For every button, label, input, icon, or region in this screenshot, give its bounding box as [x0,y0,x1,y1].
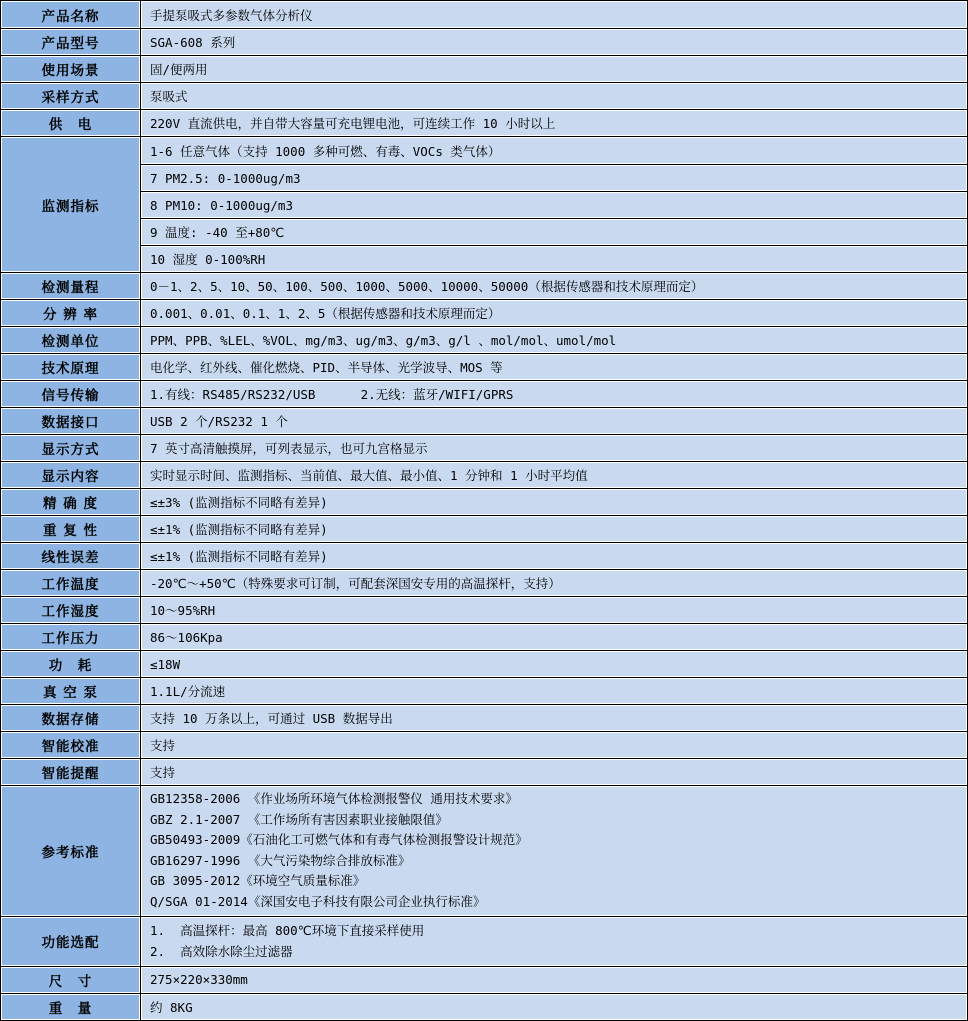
row-value-repeatability [141,516,967,542]
row-value-display-content [141,462,967,488]
cell-text: 10～95%RH [150,603,216,618]
row-value-data-interface [141,408,967,434]
table-row [1,326,967,353]
cell-text: 固/便两用 [150,62,208,77]
cell-text: SGA-608 系列 [150,35,236,50]
row-subvalue-cell [141,164,967,191]
row-header-usage-scene: 使用场景 [1,56,141,82]
cell-text: 7 英寸高清触摸屏，可列表显示，也可九宫格显示 [150,441,428,456]
table-row [1,623,967,650]
row-value-reference-standards [141,786,967,916]
cell-text: 实时显示时间、监测指标、当前值、最大值、最小值、1 分钟和 1 小时平均值 [150,468,588,483]
row-header-product-name: 产品名称 [1,1,141,28]
standard-line: GB12358-2006 《作业场所环境气体检测报警仪 通用技术要求》 [150,791,518,806]
table-row [1,272,967,299]
row-header-working-temperature: 工作温度 [1,570,141,596]
cell-text: 手提泵吸式多参数气体分析仪 [150,7,313,23]
table-row [1,461,967,488]
row-value-product-name [141,1,967,28]
row-header-optional-features: 功能选配 [1,917,141,966]
table-row-monitoring-indicators [1,136,967,272]
row-value-vacuum-pump [141,678,967,704]
row-header-reference-standards: 参考标准 [1,786,141,916]
cell-text: 支持 [150,765,176,780]
row-value-model [141,29,967,55]
cell-text: -20℃～+50℃（特殊要求可订制，可配套深国安专用的高温探杆，支持） [150,576,561,591]
row-header-smart-calibration: 智能校准 [1,732,141,758]
table-row [1,596,967,623]
table-row [1,569,967,596]
row-value-working-pressure [141,624,967,650]
row-header-detection-range: 检测量程 [1,273,141,299]
row-value-power-consumption [141,651,967,677]
row-header-power-supply: 供 电 [1,110,141,136]
row-header-repeatability: 重 复 性 [1,516,141,542]
cell-text: 86～106Kpa [150,630,223,645]
table-row [1,407,967,434]
row-value-detection-range [141,273,967,299]
row-header-technical-principle: 技术原理 [1,354,141,380]
standard-line: GB16297-1996 《大气污染物综合排放标准》 [150,852,411,868]
row-value-data-storage [141,705,967,731]
row-value-detection-unit [141,327,967,353]
standard-line: GB 3095-2012《环境空气质量标准》 [150,873,366,889]
cell-text: 275×220×330mm [150,972,248,988]
option-line: 2. 高效除水除尘过滤器 [150,944,293,960]
table-row [1,542,967,569]
cell-text: 7 PM2.5: 0-1000ug/m3 [150,170,301,186]
row-header-working-humidity: 工作湿度 [1,597,141,623]
table-row [1,55,967,82]
option-line: 1. 高温探杆：最高 800℃环境下直接采样使用 [150,922,425,938]
table-row [1,488,967,515]
table-row [1,109,967,136]
row-subvalue-cell [141,218,967,245]
row-value-accuracy [141,489,967,515]
table-row [1,731,967,758]
table-row-optional-features [1,916,967,966]
row-header-working-pressure: 工作压力 [1,624,141,650]
row-value-optional-features [141,917,967,966]
cell-text: 220V 直流供电，并自带大容量可充电锂电池，可连续工作 10 小时以上 [150,116,556,131]
row-header-monitoring-indicators: 监测指标 [1,137,141,272]
table-row [1,993,967,1020]
table-row [1,758,967,785]
table-row [1,299,967,326]
standard-line: Q/SGA 01-2014《深国安电子科技有限公司企业执行标准》 [150,893,486,909]
cell-text: USB 2 个/RS232 1 个 [150,414,288,429]
standard-line: GB50493-2009《石油化工可燃气体和有毒气体检测报警设计规范》 [150,832,528,848]
row-value-working-temperature [141,570,967,596]
row-header-dimensions: 尺 寸 [1,967,141,993]
table-row [1,650,967,677]
row-subvalue-cell [141,191,967,218]
cell-text: 8 PM10: 0-1000ug/m3 [150,197,293,213]
row-value-power-supply [141,110,967,136]
cell-text: PPM、PPB、%LEL、%VOL、mg/m3、ug/m3、g/m3、g/l 、mol/mol、umol/mol [150,333,617,348]
cell-text: 10 湿度 0-100%RH [150,252,266,267]
cell-text: 约 8KG [150,999,193,1015]
row-header-signal-transmission: 信号传输 [1,381,141,407]
table-row [1,966,967,993]
table-row [1,677,967,704]
cell-text: 支持 10 万条以上，可通过 USB 数据导出 [150,711,393,726]
cell-text: 9 温度: -40 至+80℃ [150,225,285,240]
row-subvalue-cell [141,137,967,164]
row-value-display-mode [141,435,967,461]
row-value-smart-reminder [141,759,967,785]
cell-text: ≤±3% (监测指标不同略有差异) [150,495,328,510]
row-header-power-consumption: 功 耗 [1,651,141,677]
table-row [1,82,967,109]
table-row [1,704,967,731]
monitoring-indicators-stack [141,137,967,272]
cell-text: ≤18W [150,656,181,672]
cell-text: 1-6 任意气体（支持 1000 多种可燃、有毒、VOCs 类气体） [150,143,501,159]
cell-text: 1.1L/分流速 [150,684,226,699]
row-value-weight [141,994,967,1020]
row-value-working-humidity [141,597,967,623]
standard-line: GBZ 2.1-2007 《工作场所有害因素职业接触限值》 [150,811,448,827]
row-header-accuracy: 精 确 度 [1,489,141,515]
row-header-vacuum-pump: 真 空 泵 [1,678,141,704]
row-header-sampling-method: 采样方式 [1,83,141,109]
row-value-linearity-error [141,543,967,569]
row-header-data-interface: 数据接口 [1,408,141,434]
table-row [1,434,967,461]
table-row [1,1,967,28]
cell-text: 0.001、0.01、0.1、1、2、5（根据传感器和技术原理而定） [150,306,501,321]
table-row [1,515,967,542]
row-header-data-storage: 数据存储 [1,705,141,731]
row-value-resolution [141,300,967,326]
row-subvalue-cell [141,245,967,272]
row-header-resolution: 分 辨 率 [1,300,141,326]
cell-text: 电化学、红外线、催化燃烧、PID、半导体、光学波导、MOS 等 [150,360,503,375]
cell-text: ≤±1% (监测指标不同略有差异) [150,549,328,564]
row-value-smart-calibration [141,732,967,758]
row-header-linearity-error: 线性误差 [1,543,141,569]
row-value-usage-scene [141,56,967,82]
row-header-display-content: 显示内容 [1,462,141,488]
cell-text: 0－1、2、5、10、50、100、500、1000、5000、10000、50000（根据传感器和技术原理而定） [150,279,704,294]
row-value-technical-principle [141,354,967,380]
cell-text: ≤±1% (监测指标不同略有差异) [150,522,328,537]
row-value-signal-transmission [141,381,967,407]
cell-text: 支持 [150,738,176,753]
row-header-smart-reminder: 智能提醒 [1,759,141,785]
row-header-weight: 重 量 [1,994,141,1020]
row-value-dimensions [141,967,967,993]
row-header-detection-unit: 检测单位 [1,327,141,353]
row-header-model: 产品型号 [1,29,141,55]
table-row [1,28,967,55]
cell-text: 泵吸式 [150,89,188,104]
cell-text: 1.有线：RS485/RS232/USB 2.无线：蓝牙/WIFI/GPRS [150,387,514,402]
table-row [1,380,967,407]
table-row-reference-standards [1,785,967,916]
row-header-display-mode: 显示方式 [1,435,141,461]
row-value-sampling-method [141,83,967,109]
table-row [1,353,967,380]
